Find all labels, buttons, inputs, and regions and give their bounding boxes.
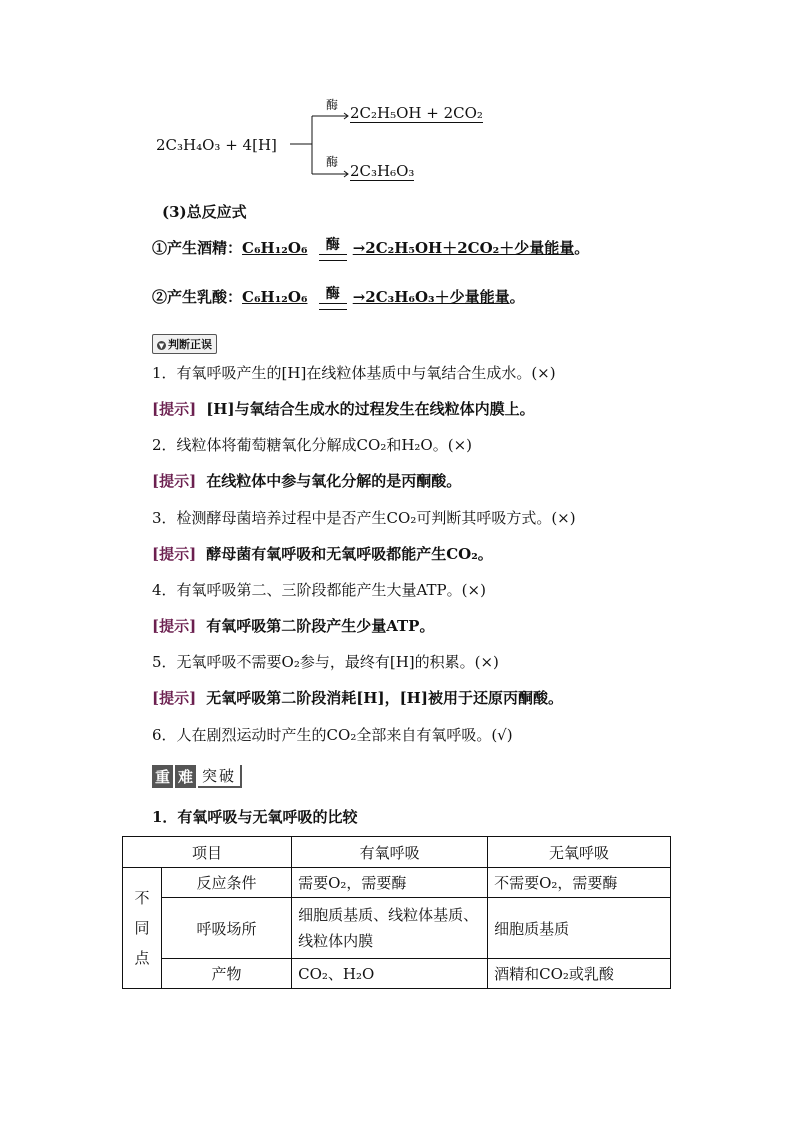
table-row (123, 868, 671, 898)
hint-text: 无氧呼吸第二阶段消耗[H]，[H]被用于还原丙酮酸。 (206, 689, 563, 707)
hint-label: [提示] (152, 472, 197, 490)
comparison-table (122, 836, 671, 989)
row-item: 反应条件 (162, 868, 292, 898)
hint-label: [提示] (152, 400, 197, 418)
header-aerobic: 有氧呼吸 (292, 837, 488, 868)
table-row (123, 898, 671, 959)
judge-hint-5 (152, 687, 563, 708)
judge-question-6: 6．人在剧烈运动时产生的CO₂全部来自有氧呼吸。(√) (152, 726, 513, 744)
hint-text: 在线粒体中参与氧化分解的是丙酮酸。 (206, 472, 462, 490)
product-top: 2C₂H₅OH + 2CO₂ (350, 104, 483, 122)
eq1-end: 。 (574, 239, 590, 257)
reactant-formula: 2C₃H₄O₃ + 4[H] (156, 136, 277, 154)
hint-text: [H]与氧结合生成水的过程发生在线粒体内膜上。 (206, 400, 535, 418)
judge-question-2: 2．线粒体将葡萄糖氧化分解成CO₂和H₂O。(×) (152, 436, 472, 454)
header-anaerobic: 无氧呼吸 (488, 837, 671, 868)
row-anaerobic: 不需要O₂，需要酶 (488, 868, 671, 898)
row-item: 呼吸场所 (162, 898, 292, 959)
judge-badge-label: 判断正误 (168, 338, 212, 351)
judge-hint-3 (152, 543, 493, 564)
hint-label: [提示] (152, 617, 197, 635)
eq1-reactant: C₆H₁₂O₆ (242, 239, 308, 257)
judge-question-1: 1．有氧呼吸产生的[H]在线粒体基质中与氧结合生成水。(×) (152, 364, 556, 382)
key-char-2: 难 (175, 765, 196, 788)
row-item: 产物 (162, 959, 292, 989)
hint-label: [提示] (152, 545, 197, 563)
eq2-end: 。 (509, 288, 525, 306)
hint-text: 有氧呼吸第二阶段产生少量ATP。 (206, 617, 435, 635)
table-header-row (123, 837, 671, 868)
equation-lactic (152, 286, 525, 310)
eq2-product: →2C₃H₆O₃＋少量能量 (352, 288, 510, 306)
compare-heading: 1．有氧呼吸与无氧呼吸的比较 (152, 808, 358, 826)
hint-text: 酵母菌有氧呼吸和无氧呼吸都能产生CO₂。 (206, 545, 493, 563)
row-aerobic: 细胞质基质、线粒体基质、线粒体内膜 (292, 898, 488, 959)
section3-heading: (3)总反应式 (162, 203, 247, 221)
eq2-reactant: C₆H₁₂O₆ (242, 288, 308, 306)
judge-hint-2 (152, 470, 461, 491)
eq1-enzyme: 酶 (325, 236, 340, 253)
judge-question-5: 5．无氧呼吸不需要O₂参与，最终有[H]的积累。(×) (152, 653, 499, 671)
equation-alcohol (152, 237, 589, 261)
eq1-prefix: ①产生酒精： (152, 239, 243, 257)
header-item: 项目 (123, 837, 292, 868)
judge-question-3: 3．检测酵母菌培养过程中是否产生CO₂可判断其呼吸方式。(×) (152, 509, 576, 527)
eq1-enzyme-fraction (319, 238, 347, 261)
key-section-header (152, 765, 242, 788)
key-tail: 突破 (198, 765, 242, 788)
eq2-enzyme: 酶 (325, 285, 340, 302)
judge-question-4: 4．有氧呼吸第二、三阶段都能产生大量ATP。(×) (152, 581, 486, 599)
hint-label: [提示] (152, 689, 197, 707)
judge-badge (152, 334, 217, 354)
enzyme-label-bottom: 酶 (326, 155, 339, 169)
eq1-product: →2C₂H₅OH＋2CO₂＋少量能量 (352, 239, 575, 257)
judge-hint-4 (152, 615, 434, 636)
group-label: 不同点 (123, 868, 162, 989)
enzyme-label-top: 酶 (326, 98, 339, 112)
row-aerobic: 需要O₂，需要酶 (292, 868, 488, 898)
row-aerobic: CO₂、H₂O (292, 959, 488, 989)
chevron-down-icon: ▼ (158, 341, 165, 350)
row-anaerobic: 细胞质基质 (488, 898, 671, 959)
table-row (123, 959, 671, 989)
eq2-enzyme-fraction (319, 287, 347, 310)
row-anaerobic: 酒精和CO₂或乳酸 (488, 959, 671, 989)
product-bottom: 2C₃H₆O₃ (350, 162, 415, 180)
eq2-prefix: ②产生乳酸： (152, 288, 243, 306)
judge-hint-1 (152, 398, 535, 419)
key-char-1: 重 (152, 765, 173, 788)
